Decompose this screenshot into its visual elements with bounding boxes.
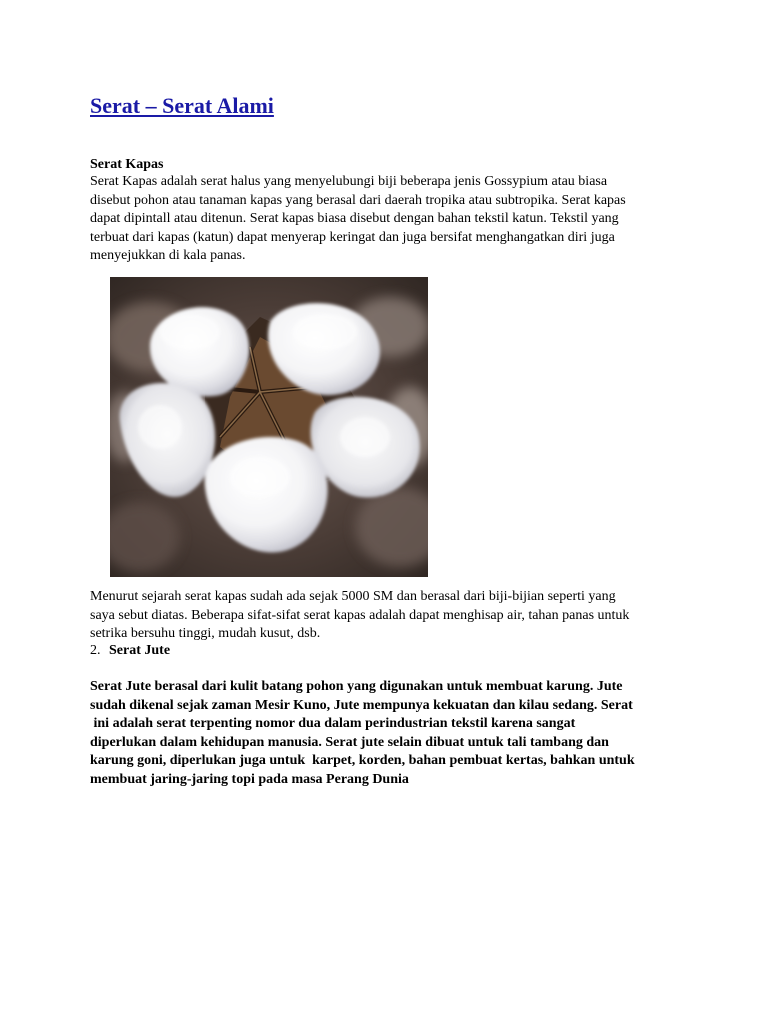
text-line: saya sebut diatas. Beberapa sifat-sifat serat kapas adalah dapat menghisap air, tahan panas untuk — [90, 607, 630, 623]
text-line: terbuat dari kapas (katun) dapat menyerap keringat dan juga bersifat menghangatkan diri juga — [90, 229, 615, 245]
cotton-boll-photo — [110, 277, 428, 577]
text-line: karung goni, diperlukan juga untuk karpet, korden, bahan pembuat kertas, bahkan untuk — [90, 753, 635, 768]
text-line: Serat Jute berasal dari kulit batang pohon yang digunakan untuk membuat karung. Jute — [90, 679, 623, 694]
text-line: Menurut sejarah serat kapas sudah ada sejak 5000 SM dan berasal dari biji-bijian seperti yang — [90, 589, 616, 604]
text-line: sudah dikenal sejak zaman Mesir Kuno, Jute mempunya kekuatan dan kilau sedang. Serat — [90, 697, 633, 713]
jute-body-paragraph — [90, 678, 690, 789]
section-heading-jute — [90, 642, 170, 660]
text-line: membuat jaring-jaring topi pada masa Perang Dunia — [90, 771, 409, 787]
text-line: Serat Kapas adalah serat halus yang menyelubungi biji beberapa jenis Gossypium atau biasa — [90, 174, 608, 189]
page-title[interactable]: Serat – Serat Alami — [90, 93, 274, 118]
kapas-history-paragraph — [90, 588, 690, 644]
text-line: diperlukan dalam kehidupan manusia. Serat jute selain dibuat untuk tali tambang dan — [90, 734, 609, 750]
list-number: 2. — [90, 643, 101, 658]
text-line: disebut pohon atau tanaman kapas yang berasal dari daerah tropika atau subtropika. Serat kapas — [90, 192, 626, 208]
section-heading-label: Serat Jute — [109, 643, 171, 658]
text-line: setrika bersuhu tinggi, mudah kusut, dsb. — [90, 626, 321, 641]
text-line: dapat dipintall atau ditenun. Serat kapas biasa disebut dengan bahan tekstil katun. Tekstil yang — [90, 211, 619, 226]
text-line: ini adalah serat terpenting nomor dua dalam perindustrian tekstil karena sangat — [90, 716, 576, 731]
section-heading-kapas: Serat Kapas — [90, 157, 164, 172]
kapas-intro-paragraph — [90, 173, 690, 266]
text-line: menyejukkan di kala panas. — [90, 248, 246, 263]
